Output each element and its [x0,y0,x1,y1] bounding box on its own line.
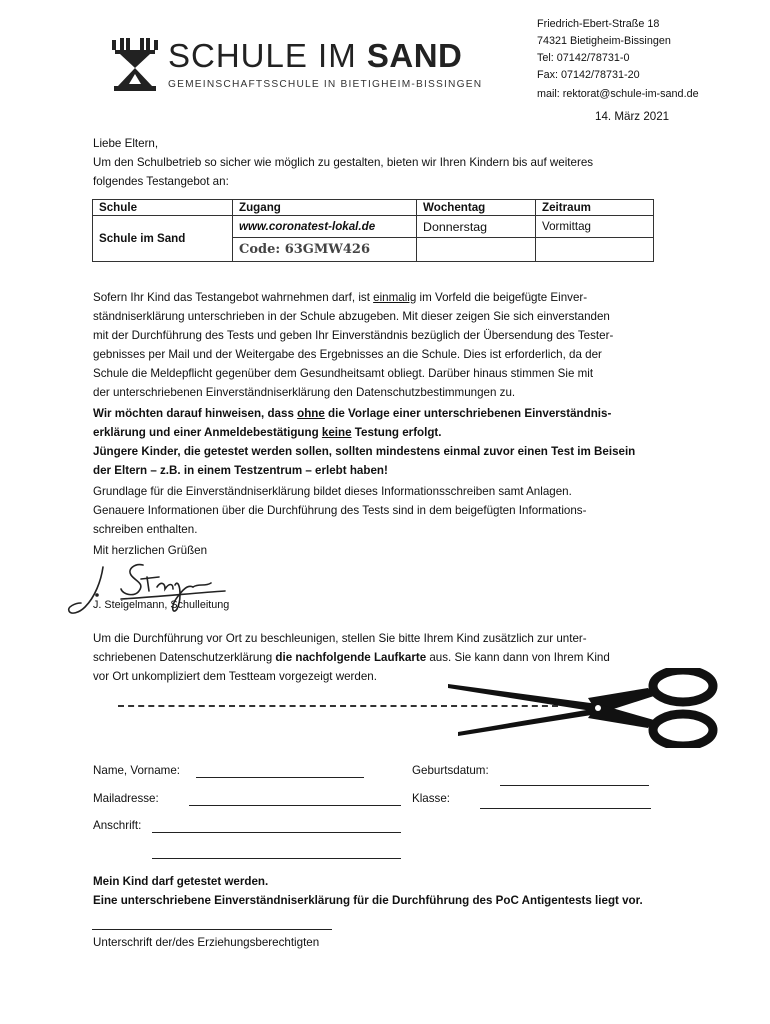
table-cell-school: Schule im Sand [93,216,233,262]
scissors-icon [448,668,728,748]
consent-line: Mein Kind darf getestet werden. [93,875,269,888]
paragraph-line: Schule die Meldepflicht gegenüber dem Gesundheitsamt obliegt. Darüber hinaus stimmen Sie mit [93,367,594,380]
paragraph-line: Grundlage für die Einverständniserklärung bildet dieses Informationsschreiben samt Anlagen. [93,485,572,498]
school-subtitle: GEMEINSCHAFTSSCHULE IN BIETIGHEIM-BISSINGEN [168,79,483,90]
address-field-line2[interactable] [152,858,401,859]
access-code: Code: 63GMW426 [233,238,417,262]
mail-label: Mailadresse: [93,792,159,805]
address-city: 74321 Bietigheim-Bissingen [537,35,671,47]
paragraph-line: mit der Durchführung des Tests und geben Ihr Einverständnis bezüglich der Übersendung des Tester- [93,329,614,342]
paragraph-line: Um die Durchführung vor Ort zu beschleunigen, stellen Sie bitte Ihrem Kind zusätzlich zur unter- [93,632,587,645]
paragraph-line: gebnisses per Mail und der Weitergabe des Ergebnisses an die Schule. Dies ist erforderlich, da der [93,348,602,361]
salutation: Liebe Eltern, [93,137,159,150]
address-phone: Tel: 07142/78731-0 [537,52,630,64]
school-mail: mail: rektorat@schule-im-sand.de [537,88,699,100]
intro-line: Um den Schulbetrieb so sicher wie möglich zu gestalten, bieten wir Ihren Kindern bis auf weiteres [93,156,594,169]
table-header-time: Zeitraum [536,200,654,216]
notice-paragraph [93,404,673,480]
table-header-weekday: Wochentag [417,200,536,216]
table-cell-empty [417,238,536,262]
test-portal-link[interactable]: www.coronatest-lokal.de [233,216,417,238]
birthdate-label: Geburtsdatum: [412,764,489,777]
name-field[interactable] [196,777,364,778]
guardian-signature-label: Unterschrift der/des Erziehungsberechtigten [93,936,320,949]
school-logo-icon [112,38,158,94]
notice-line: der Eltern – z.B. in einem Testzentrum – erlebt haben! [93,464,388,477]
closing-greeting: Mit herzlichen Grüßen [93,544,208,557]
school-name: SCHULE IM SAND [168,37,463,74]
info-paragraph [93,288,673,402]
notice-line: Wir möchten darauf hinweisen, dass ohne die Vorlage einer unterschriebenen Einverständnis- [93,407,612,420]
consent-statement [93,872,673,910]
table-cell-time: Vormittag [536,216,654,238]
address-field-line1[interactable] [152,832,401,833]
signer-name: J. Steigelmann, Schulleitung [93,599,230,611]
birthdate-field[interactable] [500,785,649,786]
intro-paragraph [93,134,673,191]
address-street: Friedrich-Ebert-Straße 18 [537,18,660,30]
test-offer-table [92,199,654,262]
table-header-school: Schule [93,200,233,216]
table-cell-weekday: Donnerstag [417,216,536,238]
mail-field[interactable] [189,805,401,806]
school-address [537,16,671,84]
notice-line: erklärung und einer Anmeldebestätigung keine Testung erfolgt. [93,426,442,439]
paragraph-line: Genauere Informationen über die Durchführung des Tests sind in dem beigefügten Informations- [93,504,587,517]
paragraph-line: vor Ort unkompliziert dem Testteam vorgezeigt werden. [93,670,377,683]
class-field[interactable] [480,808,651,809]
notice-line: Jüngere Kinder, die getestet werden sollen, sollten mindestens einmal zuvor einen Test im Beisein [93,445,636,458]
class-label: Klasse: [412,792,451,805]
paragraph-line: schreiben enthalten. [93,523,198,536]
table-cell-empty [536,238,654,262]
paragraph-line: schriebenen Datenschutzerklärung die nachfolgende Laufkarte aus. Sie kann dann von Ihrem Kind [93,651,610,664]
paragraph-line: Sofern Ihr Kind das Testangebot wahrnehmen darf, ist einmalig im Vorfeld die beigefügte Einver- [93,291,588,304]
table-header-access: Zugang [233,200,417,216]
name-label: Name, Vorname: [93,764,180,777]
consent-line: Eine unterschriebene Einverständniserklärung für die Durchführung des PoC Antigentests liegt vor. [93,894,643,907]
paragraph-line: ständniserklärung unterschrieben in der Schule abzugeben. Mit dieser zeigen Sie sich einverstanden [93,310,610,323]
address-label: Anschrift: [93,819,142,832]
guardian-signature-field[interactable] [92,929,332,930]
paragraph-line: der unterschriebenen Einverständniserklärung den Datenschutzbestimmungen zu. [93,386,516,399]
letter-date: 14. März 2021 [595,110,670,123]
intro-line: folgendes Testangebot an: [93,175,229,188]
address-fax: Fax: 07142/78731-20 [537,69,640,81]
basis-paragraph [93,482,673,539]
